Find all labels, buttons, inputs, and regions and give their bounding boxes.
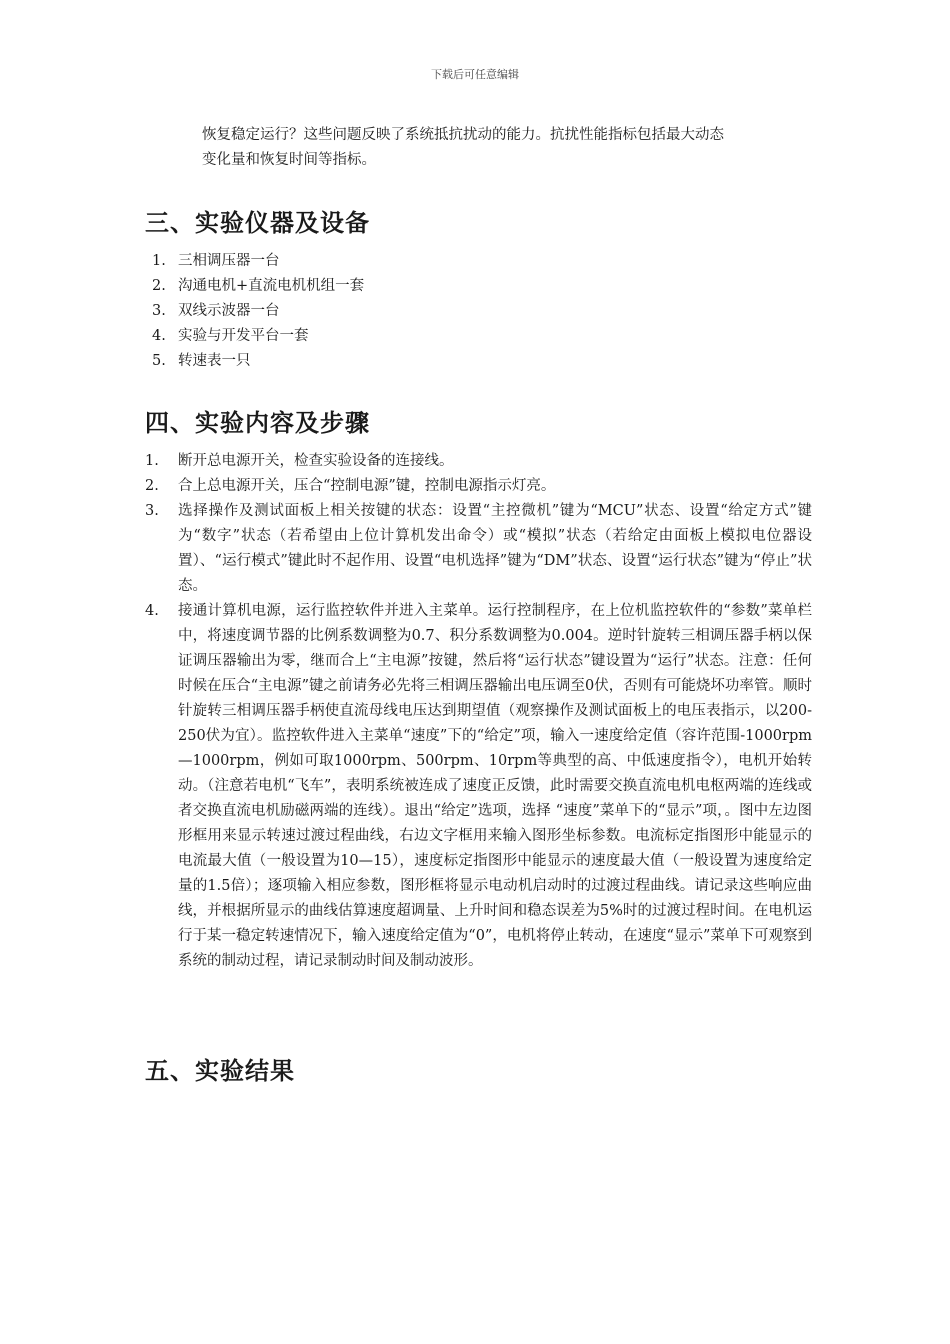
list-item [152,274,812,299]
step-text: 接通计算机电源，运行监控软件并进入主菜单。运行控制程序，在上位机监控软件的“参数”菜单栏中，将速度调节器的比例系数调整为0.7、积分系数调整为0.004。逆时针旋转三相调压器手柄以保证调压器输出为零，继而合上“主电源”按键，然后将“运行状态”键设置为“运行”状态。注意：任何时候在压合“主电源”键之前请务必先将三相调压器输出电压调至0伏，否则有可能烧坏功率管。顺时针旋转三相调压器手柄使直流母线电压达到期望值（观察操作及测试面板上的电压表指示，以200-250伏为宜）。监控软件进入主菜单“速度”下的“给定”项，输入一速度给定值（容许范围-1000rpm—1000rpm，例如可取1000rpm、500rpm、10rpm等典型的高、中低速度指令），电机开始转动。（注意若电机“飞车”，表明系统被连成了速度正反馈，此时需要交换直流电机电枢两端的连线或者交换直流电机励磁两端的连线）。退出“给定”选项，选择 “速度”菜单下的“显示”项，。图中左边图形框用来显示转速过渡过程曲线，右边文字框用来输入图形坐标参数。电流标定指图形中能显示的电流最大值（一般设置为10—15），速度标定指图形中能显示的速度最大值（一般设置为速度给定量的1.5倍）；逐项输入相应参数，图形框将显示电动机启动时的过渡过程曲线。请记录这些响应曲线，并根据所显示的曲线估算速度超调量、上升时间和稳态误差为5%时的过渡过程时间。在电机运行于某一稳定转速情况下，输入速度给定值为“0”，电机将停止转动，在速度“显示”菜单下可观察到系统的制动过程，请记录制动时间及制动波形。 [178,603,812,969]
intro-line: 恢复稳定运行？这些问题反映了系统抵抗扰动的能力。抗扰性能指标包括最大动态 [202,127,724,143]
step-number: 1. [145,453,159,469]
section-heading-results: 五、实验结果 [145,1056,295,1085]
step-number: 3. [145,503,159,519]
item-text: 沟通电机+直流电机机组一套 [178,278,365,294]
section-heading-procedure: 四、实验内容及步骤 [145,408,370,437]
list-item [152,299,812,324]
item-number: 2. [152,278,166,294]
item-text: 三相调压器一台 [178,253,280,269]
procedure-steps [145,449,812,974]
list-item [152,324,812,349]
equipment-list [152,249,812,374]
intro-line: 变化量和恢复时间等指标。 [202,152,376,168]
step-item [145,599,812,974]
step-number: 4. [145,603,159,619]
item-number: 3. [152,303,166,319]
section-heading-equipment: 三、实验仪器及设备 [145,208,370,237]
list-item [152,249,812,274]
page-header: 下载后可任意编辑 [431,68,519,81]
item-text: 实验与开发平台一套 [178,328,309,344]
step-text: 断开总电源开关，检查实验设备的连接线。 [178,453,454,469]
item-number: 4. [152,328,166,344]
step-number: 2. [145,478,159,494]
step-text: 合上总电源开关，压合“控制电源”键，控制电源指示灯亮。 [178,478,556,494]
item-number: 5. [152,353,166,369]
item-number: 1. [152,253,166,269]
item-text: 转速表一只 [178,353,251,369]
intro-paragraph [202,123,812,173]
step-item [145,474,812,499]
item-text: 双线示波器一台 [178,303,280,319]
step-item [145,449,812,474]
step-text: 选择操作及测试面板上相关按键的状态：设置“主控微机”键为“MCU”状态、设置“给定方式”键为“数字”状态（若希望由上位计算机发出命令）或“模拟”状态（若给定由面板上模拟电位器设置）、“运行模式”键此时不起作用、设置“电机选择”键为“DM”状态、设置“运行状态”键为“停止”状态。 [178,503,812,594]
list-item [152,349,812,374]
step-item [145,499,812,599]
